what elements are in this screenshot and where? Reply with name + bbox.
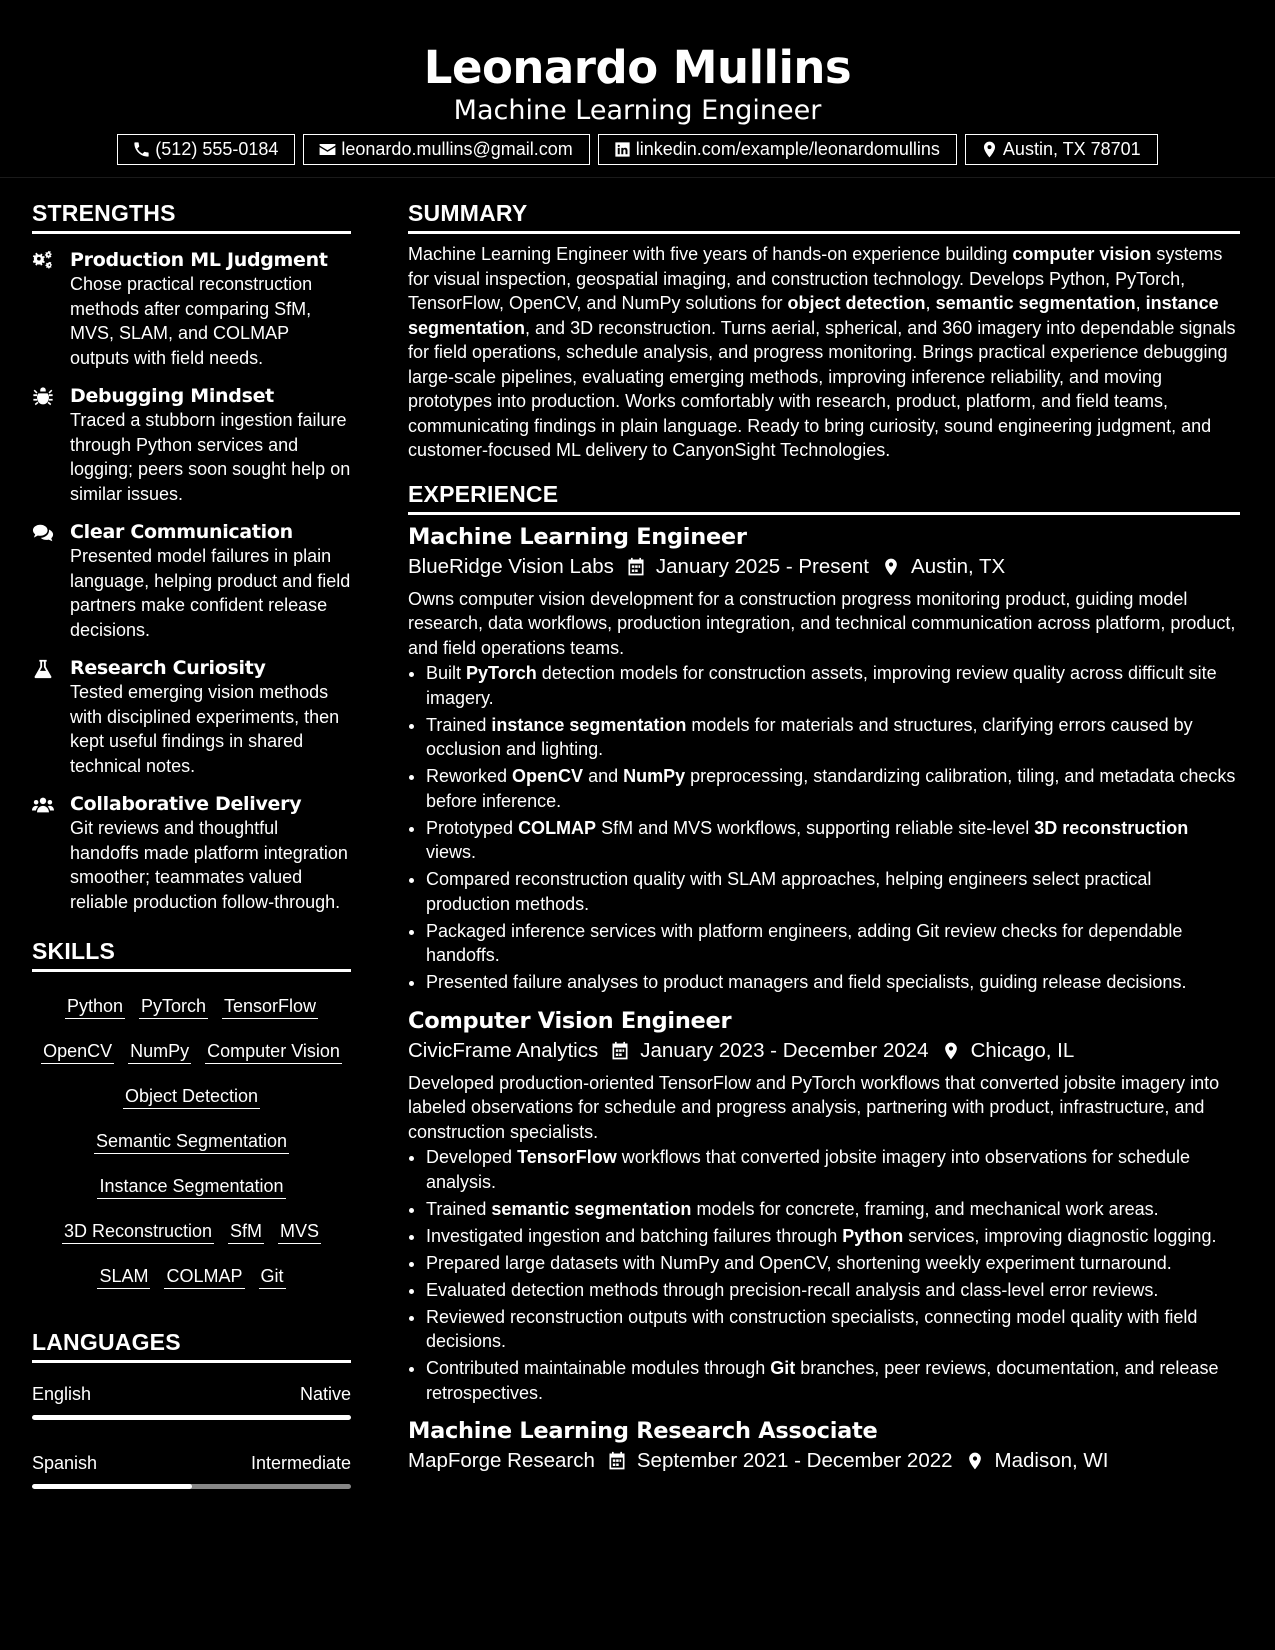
language-bar-fill [32, 1484, 192, 1489]
skill-tag: Computer Vision [205, 1039, 342, 1064]
job-dates: January 2025 - Present [655, 554, 870, 578]
job-entry [408, 1417, 1240, 1476]
bullet-item: • Investigated ingestion and batching failures through Python services, improving diagnostic logging. [426, 1224, 1240, 1249]
flask-icon [32, 658, 54, 680]
skill-tag: SLAM [97, 1264, 150, 1289]
strength-desc: Tested emerging vision methods with disciplined experiments, then kept useful findings in shared technical notes. [70, 682, 340, 776]
contact-text: Austin, TX 78701 [1002, 139, 1141, 159]
skills-list [32, 984, 351, 1299]
contact-text: linkedin.com/example/leonardomullins [635, 139, 940, 159]
skill-tag: Git [259, 1264, 286, 1289]
skill-tag: COLMAP [164, 1264, 244, 1289]
skill-tag: Python [65, 994, 125, 1019]
contact-bar [0, 134, 1275, 165]
language-level: Intermediate [250, 1453, 351, 1473]
job-meta [408, 1446, 1240, 1476]
language-bar-fill [32, 1415, 351, 1420]
linkedin-icon [613, 140, 632, 159]
contact-location [965, 134, 1158, 165]
job-meta [408, 552, 1240, 582]
phone-icon [132, 140, 151, 159]
strength-desc: Presented model failures in plain language, helping product and field partners make confident release decisions. [70, 546, 351, 640]
users-icon [32, 794, 54, 816]
job-entry [408, 1007, 1240, 1406]
job-title: Machine Learning Engineer [408, 523, 747, 550]
language-name: Spanish [32, 1453, 98, 1473]
skill-tag: Object Detection [123, 1084, 260, 1109]
job-company: MapForge Research [408, 1449, 595, 1472]
skill-tag: 3D Reconstruction [62, 1219, 214, 1244]
bullet-item: • Contributed maintainable modules through Git branches, peer reviews, documentation, and release retrospectives. [426, 1356, 1240, 1405]
skill-tag: SfM [228, 1219, 264, 1244]
bullet-item: • Reworked OpenCV and NumPy preprocessing, standardizing calibration, tiling, and metadata checks before inference. [426, 764, 1240, 813]
experience-heading: EXPERIENCE [408, 481, 1240, 515]
job-description: Developed production-oriented TensorFlow and PyTorch workflows that converted jobsite imagery into labeled observations for schedule and progress analysis, partnering with product, infrastructure, and construction specialists. [408, 1072, 1220, 1142]
strength-desc: Git reviews and thoughtful handoffs made platform integration smoother; teammates valued reliable production follow-through. [70, 818, 348, 912]
bullet-item: • Built PyTorch detection models for construction assets, improving review quality across difficult site imagery. [426, 661, 1240, 710]
right-column [408, 200, 1240, 1476]
bullet-item: • Reviewed reconstruction outputs with construction specialists, connecting model quality with field decisions. [426, 1305, 1240, 1354]
language-level: Native [299, 1384, 351, 1404]
languages-heading: LANGUAGES [32, 1329, 351, 1363]
map-marker-icon [980, 140, 999, 159]
language-bar [32, 1415, 351, 1420]
candidate-name: Leonardo Mullins [423, 41, 852, 94]
comments-icon [32, 522, 54, 544]
strength-item [32, 656, 351, 778]
job-dates: January 2023 - December 2024 [640, 1038, 929, 1062]
job-location: Chicago, IL [970, 1038, 1075, 1062]
calendar-icon [610, 1041, 630, 1061]
strength-item [32, 248, 351, 370]
map-marker-icon [881, 557, 901, 577]
skill-tag: TensorFlow [222, 994, 318, 1019]
left-column [32, 200, 351, 1489]
language-bar [32, 1484, 351, 1489]
bullet-item: • Prepared large datasets with NumPy and OpenCV, shortening weekly experiment turnaround. [426, 1251, 1240, 1276]
contact-linkedin[interactable] [598, 134, 957, 165]
contact-text: (512) 555-0184 [155, 139, 279, 159]
job-company: BlueRidge Vision Labs [408, 554, 614, 578]
strength-title: Research Curiosity [70, 657, 266, 679]
gears-icon [32, 250, 54, 272]
job-entry [408, 523, 1240, 995]
candidate-title: Machine Learning Engineer [453, 95, 822, 126]
bug-icon [32, 386, 54, 408]
job-bullets [408, 661, 1240, 995]
job-title: Computer Vision Engineer [408, 1007, 732, 1034]
language-name: English [32, 1384, 92, 1404]
contact-email[interactable] [303, 134, 589, 165]
bullet-item: • Presented failure analyses to product managers and field specialists, guiding release decisions. [426, 970, 1240, 995]
bullet-item: • Prototyped COLMAP SfM and MVS workflows, supporting reliable site-level 3D reconstruction views. [426, 816, 1240, 865]
strength-item [32, 384, 351, 506]
skills-heading: SKILLS [32, 938, 351, 972]
bullet-item: • Evaluated detection methods through precision-recall analysis and class-level error reviews. [426, 1278, 1240, 1303]
strength-title: Clear Communication [70, 521, 293, 543]
strength-title: Debugging Mindset [70, 385, 274, 407]
envelope-icon [318, 140, 337, 159]
job-description: Owns computer vision development for a construction progress monitoring product, guiding model research, data workflows, production integration, and technical communication across platform, product, and field operations teams. [408, 588, 1236, 658]
skill-tag: OpenCV [41, 1039, 114, 1064]
job-dates: September 2021 - December 2022 [636, 1449, 953, 1472]
resume-header [0, 0, 1275, 178]
skill-tag: MVS [278, 1219, 321, 1244]
skill-tag: Instance Segmentation [97, 1174, 285, 1199]
calendar-icon [626, 557, 646, 577]
strength-item [32, 520, 351, 642]
skill-tag: Semantic Segmentation [94, 1129, 289, 1154]
job-title: Machine Learning Research Associate [408, 1418, 878, 1444]
contact-phone[interactable] [117, 134, 295, 165]
language-item [32, 1383, 351, 1420]
summary-heading: SUMMARY [408, 200, 1240, 234]
strength-title: Production ML Judgment [70, 249, 328, 271]
calendar-icon [607, 1451, 627, 1471]
language-item [32, 1452, 351, 1489]
map-marker-icon [941, 1041, 961, 1061]
strength-desc: Chose practical reconstruction methods after comparing SfM, MVS, SLAM, and COLMAP outputs with field needs. [70, 274, 313, 368]
bullet-item: • Trained semantic segmentation models for concrete, framing, and mechanical work areas. [426, 1197, 1240, 1222]
skill-tag: PyTorch [139, 994, 208, 1019]
strength-item [32, 792, 351, 914]
map-marker-icon [965, 1451, 985, 1471]
bullet-item: • Compared reconstruction quality with SLAM approaches, helping engineers select practical production methods. [426, 867, 1240, 916]
job-bullets [408, 1145, 1240, 1405]
contact-text: leonardo.mullins@gmail.com [341, 139, 573, 159]
strength-desc: Traced a stubborn ingestion failure through Python services and logging; peers soon sought help on similar issues. [70, 410, 351, 504]
bullet-item: • Trained instance segmentation models for materials and structures, clarifying errors caused by occlusion and lighting. [426, 713, 1240, 762]
job-location: Madison, WI [994, 1449, 1109, 1472]
bullet-item: • Packaged inference services with platform engineers, adding Git review checks for dependable handoffs. [426, 919, 1240, 968]
summary-text: Machine Learning Engineer with five years of hands-on experience building computer vision systems for visual inspection, geospatial imaging, and construction technology. Develops Python, PyTorch, TensorFlow, OpenCV, and NumPy solutions for object detection, semantic segmentation, instance segmentation, and 3D reconstruction. Turns aerial, spherical, and 360 imagery into dependable signals for field operations, schedule analysis, and progress monitoring. Brings practical experience debugging large-scale pipelines, evaluating emerging methods, improving inference reliability, and moving prototypes into production. Works comfortably with research, product, platform, and field teams, communicating findings in plain language. Ready to bring curiosity, sound engineering judgment, and customer-focused ML delivery to CanyonSight Technologies. [408, 244, 1236, 460]
bullet-item: • Developed TensorFlow workflows that converted jobsite imagery into observations for schedule analysis. [426, 1145, 1240, 1194]
job-meta [408, 1036, 1240, 1066]
job-company: CivicFrame Analytics [408, 1038, 599, 1062]
job-location: Austin, TX [911, 554, 1006, 578]
strength-title: Collaborative Delivery [70, 793, 302, 815]
skill-tag: NumPy [128, 1039, 191, 1064]
strengths-heading: STRENGTHS [32, 200, 351, 234]
